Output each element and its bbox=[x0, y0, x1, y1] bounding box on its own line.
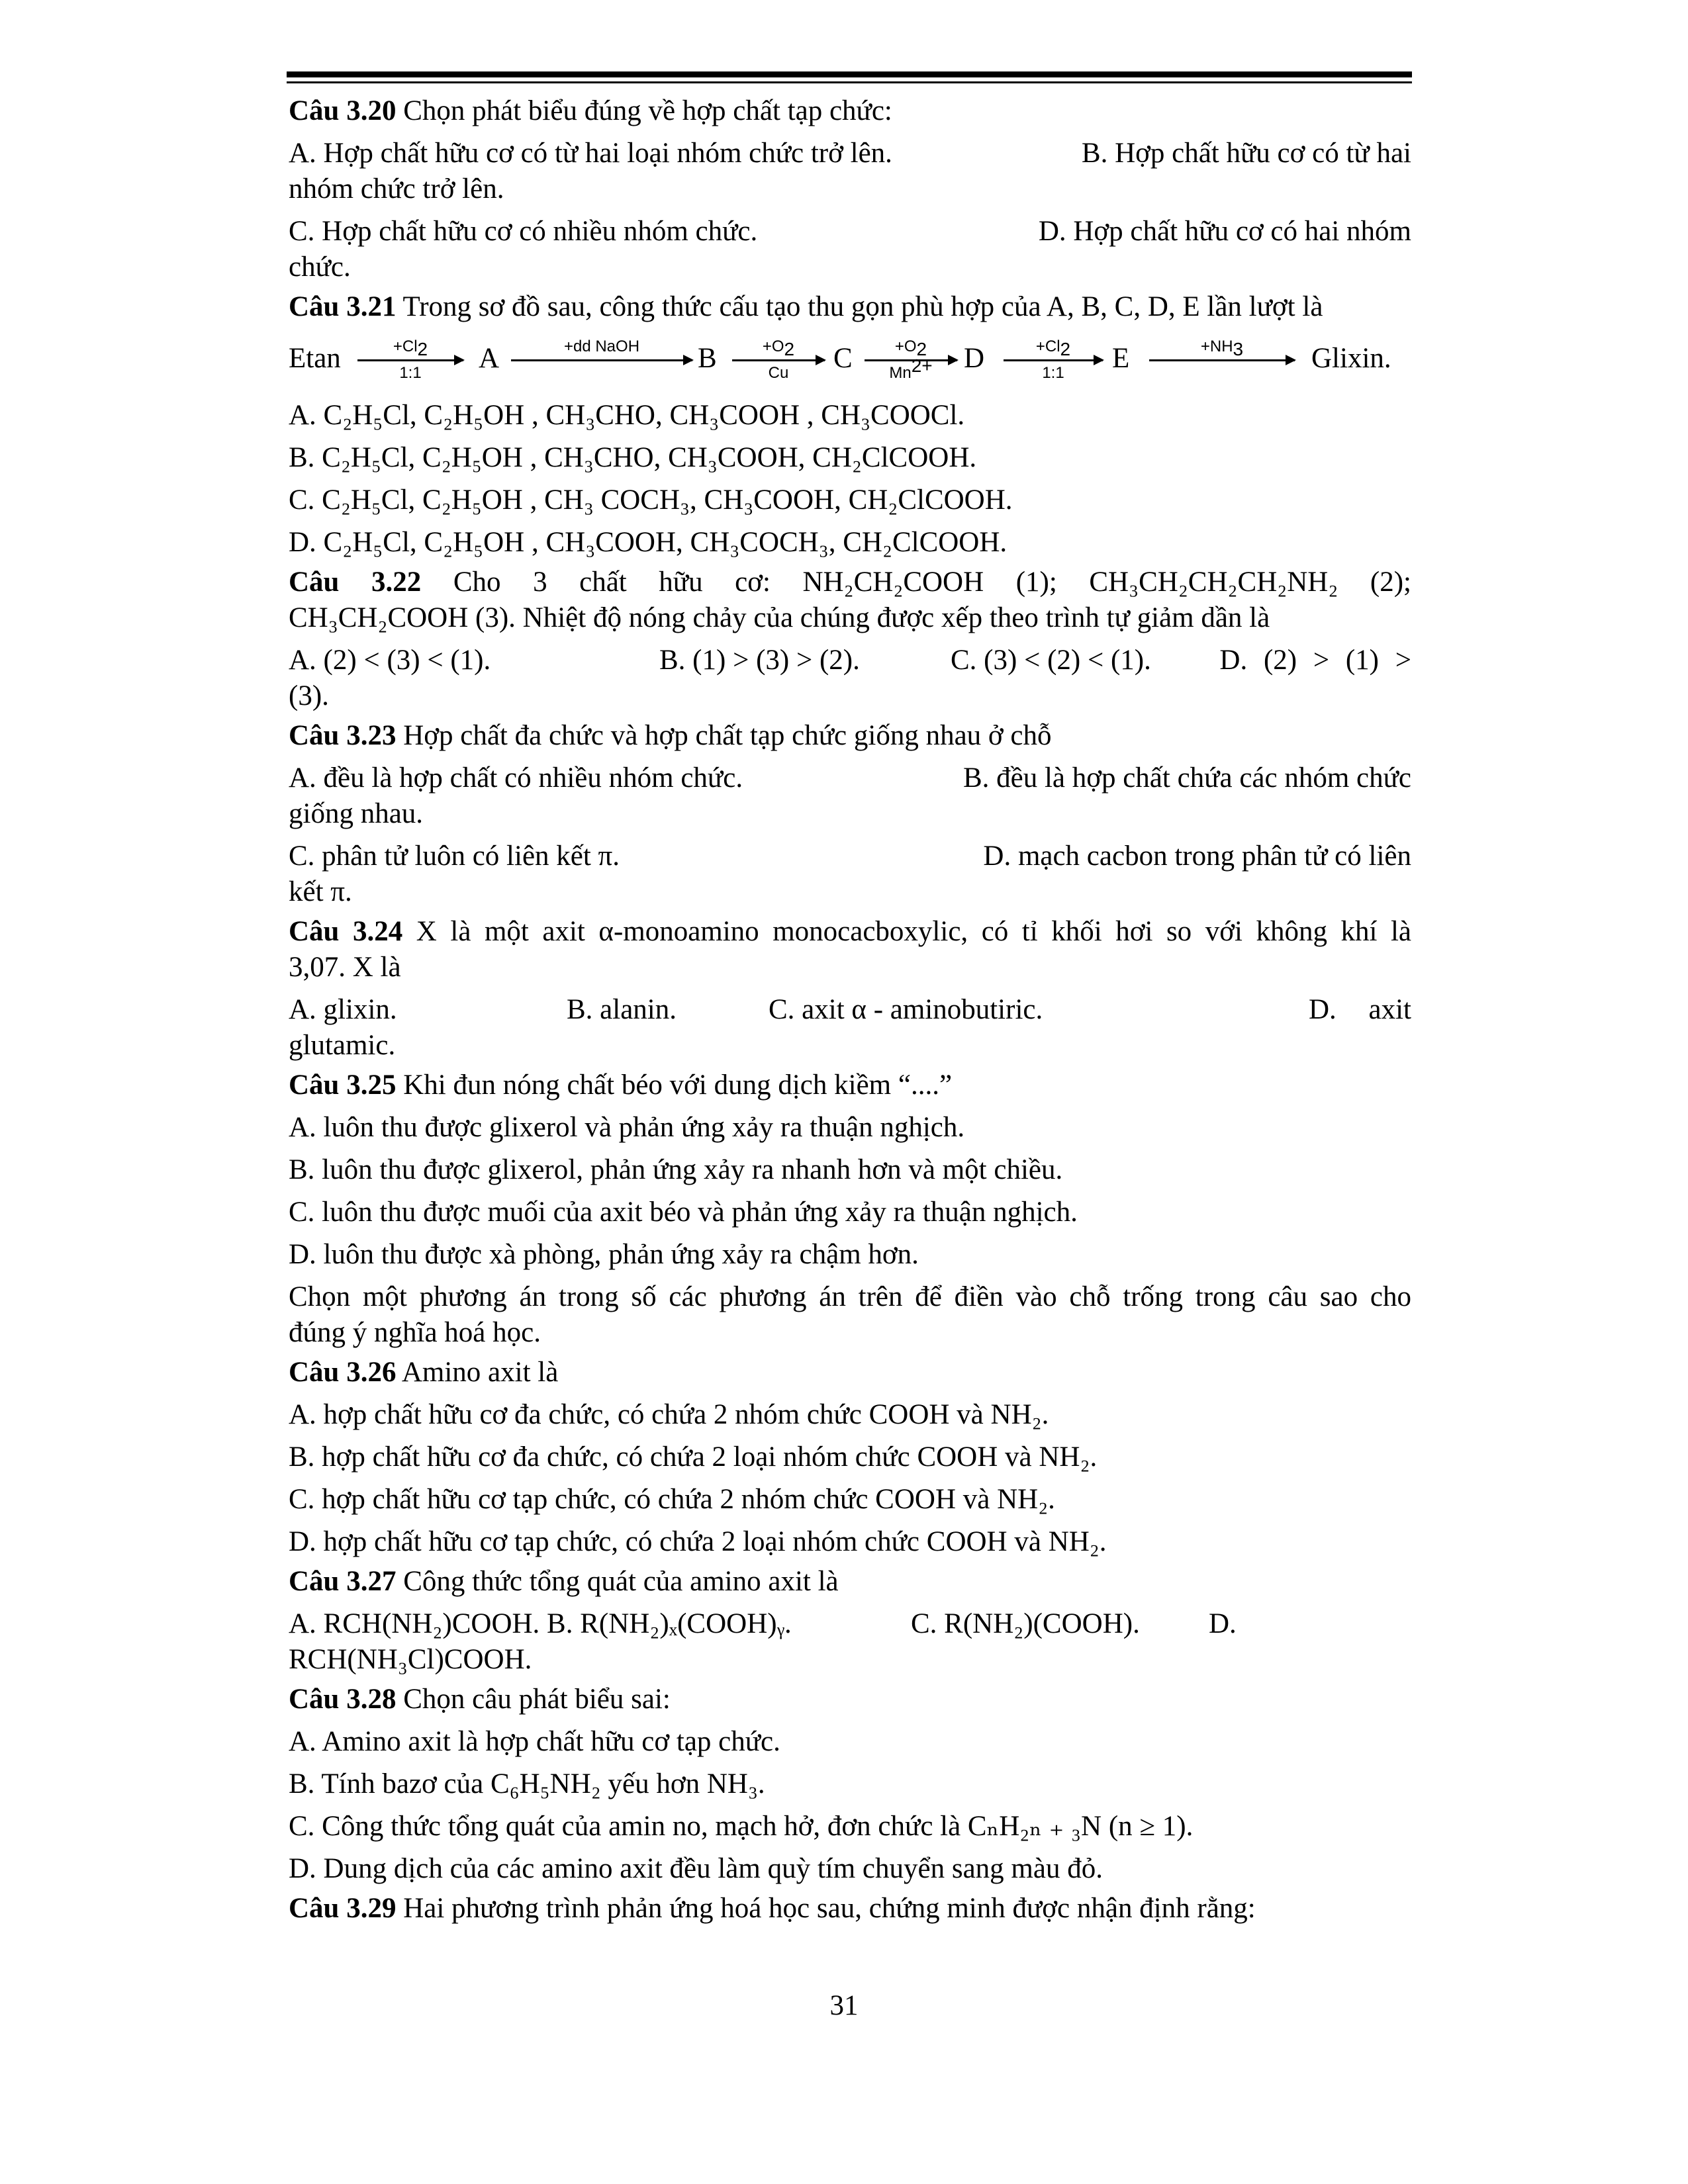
question-stem: Khi đun nóng chất béo với dung dịch kiềm “....” bbox=[396, 1069, 953, 1101]
question-stem-1: Cho 3 chất hữu cơ: NH₂CH₂COOH (1); CH₃CH₂CH₂CH₂NH₂ (2); bbox=[421, 567, 1411, 598]
arrow-1 bbox=[357, 359, 463, 361]
question-label: Câu 3.25 bbox=[289, 1069, 397, 1101]
option-d: D. Dung dịch của các amino axit đều làm quỳ tím chuyển sang màu đỏ. bbox=[289, 1853, 1103, 1884]
page-content bbox=[289, 89, 1411, 1927]
question-stem: Chọn phát biểu đúng về hợp chất tạp chức: bbox=[396, 95, 892, 126]
option-c: C. axit α - aminobutiric. bbox=[769, 994, 1043, 1025]
question-3-26 bbox=[289, 1355, 1411, 1560]
question-label: Câu 3.29 bbox=[289, 1893, 397, 1924]
option-b-cont: giống nhau. bbox=[289, 798, 424, 829]
question-stem-1: X là một axit α-monoamino monocacboxylic, có tỉ khối hơi so với không khí là bbox=[402, 916, 1411, 947]
question-label: Câu 3.23 bbox=[289, 720, 397, 751]
option-d-cont: glutamic. bbox=[289, 1030, 396, 1061]
scheme-node-a: A bbox=[479, 343, 500, 374]
option-c: C. C₂H₅Cl, C₂H₅OH , CH₃ COCH₃, CH₃COOH, CH₂ClCOOH. bbox=[289, 484, 1013, 516]
option-d-cont: (3). bbox=[289, 680, 329, 711]
question-label: Câu 3.24 bbox=[289, 916, 403, 947]
option-d: D. luôn thu được xà phòng, phản ứng xảy ra chậm hơn. bbox=[289, 1239, 919, 1270]
scheme-node-d: D bbox=[964, 343, 985, 374]
question-3-24 bbox=[289, 914, 1411, 1064]
question-3-21 bbox=[289, 289, 1411, 561]
option-b: B. (1) > (3) > (2). bbox=[659, 645, 860, 676]
header-rule-thin bbox=[287, 81, 1412, 83]
question-stem: Amino axit là bbox=[396, 1357, 559, 1388]
option-a: A. C₂H₅Cl, C₂H₅OH , CH₃CHO, CH₃COOH , CH₃COOCl. bbox=[289, 400, 965, 431]
question-label: Câu 3.20 bbox=[289, 95, 397, 126]
question-stem: Hợp chất đa chức và hợp chất tạp chức giống nhau ở chỗ bbox=[396, 720, 1052, 751]
scheme-node-e: E bbox=[1112, 343, 1130, 374]
option-d: D. bbox=[1209, 1608, 1237, 1639]
option-c: C. (3) < (2) < (1). bbox=[951, 645, 1151, 676]
option-d: D. Hợp chất hữu cơ có hai nhóm bbox=[1038, 216, 1411, 247]
option-d: D. mạch cacbon trong phân tử có liên bbox=[983, 841, 1411, 872]
arrow-2 bbox=[511, 359, 692, 361]
option-d: D. hợp chất hữu cơ tạp chức, có chứa 2 loại nhóm chức COOH và NH₂. bbox=[289, 1526, 1107, 1557]
reaction-scheme: Etan $+Cl_2$ 1:1 A +dd NaOH B $+O_2$ Cu C $+O_2$ $Mn^{2+}$ D $+Cl_2$ 1:1 E $+NH_3$ Glixin. bbox=[289, 338, 1391, 382]
option-d-cont: RCH(NH₃Cl)COOH. bbox=[289, 1644, 532, 1675]
question-label: Câu 3.22 bbox=[289, 567, 422, 598]
option-a: A. glixin. bbox=[289, 994, 397, 1025]
instruction-line-1: Chọn một phương án trong số các phương án trên để điền vào chỗ trống trong câu sao cho bbox=[289, 1281, 1411, 1312]
option-d-cont: kết π. bbox=[289, 876, 352, 907]
scheme-start: Etan bbox=[289, 343, 341, 374]
header-rule-thick bbox=[287, 71, 1412, 77]
arrow-5 bbox=[1004, 359, 1103, 361]
question-stem: Hai phương trình phản ứng hoá học sau, chứng minh được nhận định rằng: bbox=[396, 1893, 1256, 1924]
instruction-line-2: đúng ý nghĩa hoá học. bbox=[289, 1317, 541, 1348]
option-b-cont: nhóm chức trở lên. bbox=[289, 173, 504, 205]
option-c: C. Hợp chất hữu cơ có nhiều nhóm chức. bbox=[289, 216, 758, 247]
option-d-cont: chức. bbox=[289, 251, 351, 283]
option-b: B. alanin. bbox=[567, 994, 677, 1025]
arrow-3 bbox=[732, 359, 825, 361]
question-label: Câu 3.28 bbox=[289, 1684, 397, 1715]
option-b: B. C₂H₅Cl, C₂H₅OH , CH₃CHO, CH₃COOH, CH₂ClCOOH. bbox=[289, 442, 977, 473]
question-3-23 bbox=[289, 718, 1411, 910]
option-c: C. R(NH₂)(COOH). bbox=[911, 1608, 1140, 1639]
option-a: A. hợp chất hữu cơ đa chức, có chứa 2 nhóm chức COOH và NH₂. bbox=[289, 1399, 1049, 1430]
question-3-22 bbox=[289, 565, 1411, 714]
option-c: C. Công thức tổng quát của amin no, mạch hở, đơn chức là CₙH₂ₙ ₊ ₃N (n ≥ 1). bbox=[289, 1811, 1194, 1842]
scheme-end: Glixin. bbox=[1311, 343, 1391, 374]
question-stem: Công thức tổng quát của amino axit là bbox=[396, 1566, 839, 1597]
question-3-28 bbox=[289, 1682, 1411, 1887]
question-label: Câu 3.26 bbox=[289, 1357, 397, 1388]
option-a: A. đều là hợp chất có nhiều nhóm chức. bbox=[289, 762, 743, 794]
question-stem: Trong sơ đồ sau, công thức cấu tạo thu gọn phù hợp của A, B, C, D, E lần lượt là bbox=[396, 291, 1323, 322]
option-a: A. Hợp chất hữu cơ có từ hai loại nhóm chức trở lên. bbox=[289, 138, 892, 169]
option-c: C. luôn thu được muối của axit béo và phản ứng xảy ra thuận nghịch. bbox=[289, 1197, 1078, 1228]
option-a: A. (2) < (3) < (1). bbox=[289, 645, 491, 676]
option-d: D. C₂H₅Cl, C₂H₅OH , CH₃COOH, CH₃COCH₃, CH₂ClCOOH. bbox=[289, 527, 1008, 558]
option-b: B. luôn thu được glixerol, phản ứng xảy ra nhanh hơn và một chiều. bbox=[289, 1154, 1063, 1185]
option-a: A. Amino axit là hợp chất hữu cơ tạp chức. bbox=[289, 1726, 780, 1757]
option-b: B. Tính bazơ của C₆H₅NH₂ yếu hơn NH₃. bbox=[289, 1768, 765, 1799]
option-d: D. axit bbox=[1308, 994, 1411, 1025]
question-stem-2: CH₃CH₂COOH (3). Nhiệt độ nóng chảy của chúng được xếp theo trình tự giảm dần là bbox=[289, 602, 1270, 633]
question-stem-2: 3,07. X là bbox=[289, 952, 401, 983]
question-stem: Chọn câu phát biểu sai: bbox=[396, 1684, 671, 1715]
question-3-20 bbox=[289, 93, 1411, 285]
option-c: C. phân tử luôn có liên kết π. bbox=[289, 841, 620, 872]
question-3-25 bbox=[289, 1068, 1411, 1351]
option-a-b: A. RCH(NH₂)COOH. B. R(NH₂)ₓ(COOH)ᵧ. bbox=[289, 1608, 792, 1639]
scheme-node-c: C bbox=[833, 343, 853, 374]
option-c: C. hợp chất hữu cơ tạp chức, có chứa 2 nhóm chức COOH và NH₂. bbox=[289, 1484, 1055, 1515]
question-label: Câu 3.27 bbox=[289, 1566, 397, 1597]
scheme-node-b: B bbox=[698, 343, 717, 374]
arrow-6 bbox=[1149, 359, 1295, 361]
question-3-27 bbox=[289, 1564, 1411, 1678]
question-label: Câu 3.21 bbox=[289, 291, 397, 322]
option-d: D. (2) > (1) > bbox=[1219, 645, 1411, 676]
page-number: 31 bbox=[829, 1990, 859, 2021]
option-b: B. đều là hợp chất chứa các nhóm chức bbox=[962, 762, 1411, 794]
option-a: A. luôn thu được glixerol và phản ứng xảy ra thuận nghịch. bbox=[289, 1112, 965, 1143]
question-3-29 bbox=[289, 1891, 1411, 1927]
option-b: B. Hợp chất hữu cơ có từ hai bbox=[1081, 138, 1411, 169]
option-b: B. hợp chất hữu cơ đa chức, có chứa 2 loại nhóm chức COOH và NH₂. bbox=[289, 1441, 1098, 1473]
